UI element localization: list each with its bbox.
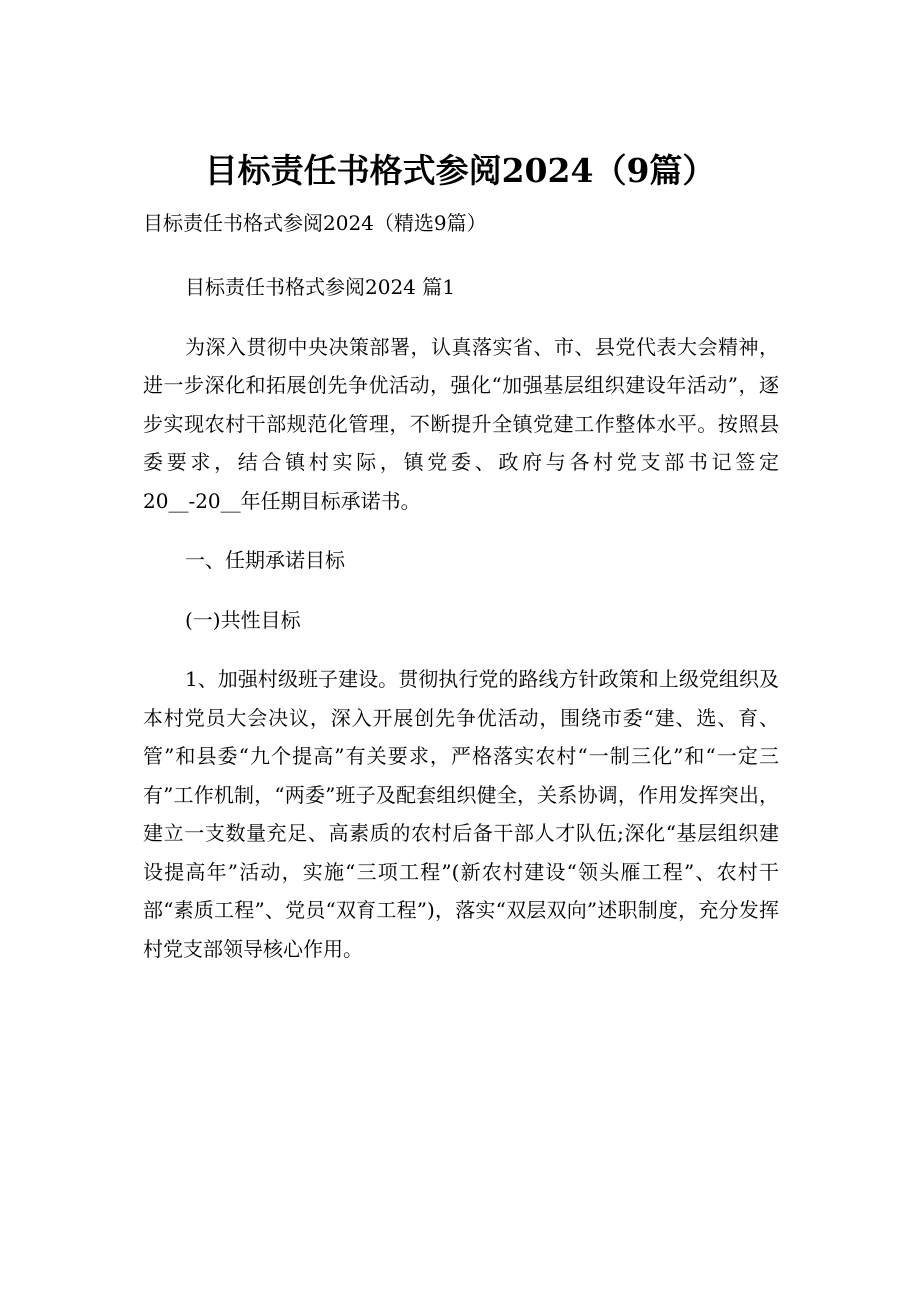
- section-heading-targets: 一、任期承诺目标: [185, 548, 345, 572]
- subsection-heading-common: (一)共性目标: [185, 607, 301, 632]
- section-heading: 目标责任书格式参阅2024 篇1: [185, 275, 455, 299]
- document-subtitle: 目标责任书格式参阅2024（精选9篇）: [143, 211, 487, 235]
- document-body: [143, 268, 779, 968]
- intro-paragraph: 为深入贯彻中央决策部署，认真落实省、市、县党代表大会精神，进一步深化和拓展创先争优活动，强化“加强基层组织建设年活动”，逐步实现农村干部规范化管理，不断提升全镇党建工作整体水平。按照县委要求，结合镇村实际，镇党委、政府与各村党支部书记签定20__-20__年任期目标承诺书。: [143, 334, 779, 513]
- body-paragraph-1: 1、加强村级班子建设。贯彻执行党的路线方针政策和上级党组织及本村党员大会决议，深入开展创先争优活动，围绕市委“建、选、育、管”和县委“九个提高”有关要求，严格落实农村“一制三化”和“一定三有”工作机制，“两委”班子及配套组织健全，关系协调，作用发挥突出，建立一支数量充足、高素质的农村后备干部人才队伍;深化“基层组织建设提高年”活动，实施“三项工程”(新农村建设“领头雁工程”、农村干部“素质工程”、党员“双育工程”)，落实“双层双向”述职制度，充分发挥村党支部领导核心作用。: [143, 667, 779, 961]
- document-title: 目标责任书格式参阅2024（9篇）: [204, 151, 716, 190]
